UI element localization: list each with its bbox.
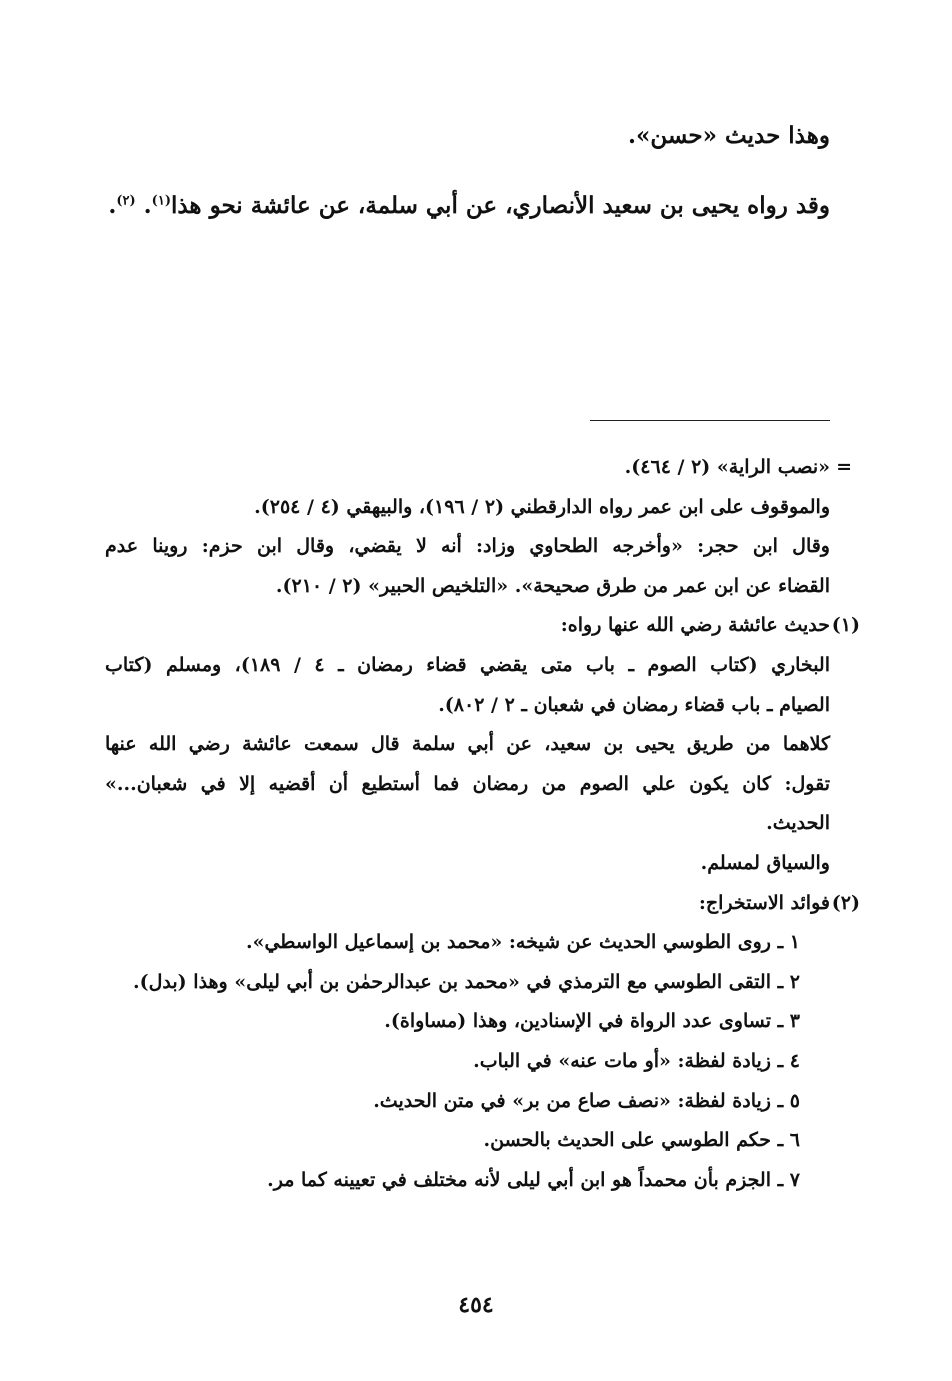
page-number: ٤٥٤ (458, 1292, 494, 1318)
footnote-1-head (105, 606, 860, 646)
footnote-1-line: تقول: كان يكون علي الصوم من رمضان فما أستطيع أن أقضيه إلا في شعبان...» (105, 772, 830, 795)
footnote-1-marker: (١) (831, 614, 860, 637)
footnote-continuation-line: والموقوف على ابن عمر رواه الدارقطني (٢ / ١٩٦)، والبيهقي (٤ / ٢٥٤). (254, 495, 830, 518)
footnote-2-head-text: فوائد الاستخراج: (698, 891, 830, 914)
footnote-2-list-item: ١ ـ روى الطوسي الحديث عن شيخه: «محمد بن إسماعيل الواسطي». (245, 931, 800, 954)
footnote-2-marker: (٢) (831, 891, 860, 914)
footnote-2-list-item: ٤ ـ زيادة لفظة: «أو مات عنه» في الباب. (473, 1049, 800, 1072)
footnote-2-list-item: ٥ ـ زيادة لفظة: «نصف صاع من بر» في متن الحديث. (373, 1089, 800, 1112)
main-text-paragraph-2 (105, 184, 830, 228)
footnote-continuation-line: القضاء عن ابن عمر من طرق صحيحة». «التلخيص الحبير» (٢ / ٢١٠). (275, 574, 830, 597)
footnote-2-head (105, 884, 860, 924)
footnote-1-line: والسياق لمسلم. (700, 851, 830, 874)
footnote-1-line: الحديث. (766, 812, 830, 835)
footnote-1-line: الصيام ـ باب قضاء رمضان في شعبان ـ ٢ / ٨٠٢). (438, 693, 830, 716)
footnote-2-list-item: ٣ ـ تساوى عدد الرواة في الإسنادين، وهذا (مساواة). (384, 1010, 800, 1033)
footnote-continuation-line: وقال ابن حجر: «وأخرجه الطحاوي وزاد: أنه لا يقضي، وقال ابن حزم: روينا عدم (105, 535, 830, 558)
footnote-2-list-item: ٧ ـ الجزم بأن محمداً هو ابن أبي ليلى لأنه مختلف في تعيينه كما مر. (267, 1168, 800, 1191)
paragraph-2-mid: . (135, 192, 152, 219)
footnote-ref-1: (١) (151, 193, 171, 209)
footnote-ref-2: (٢) (116, 193, 136, 209)
footnote-2-list-item: ٢ ـ التقى الطوسي مع الترمذي في «محمد بن عبدالرحمٰن بن أبي ليلى» وهذا (بدل). (133, 970, 800, 993)
footnote-separator-rule (590, 420, 830, 421)
footnote-1-line: البخاري (كتاب الصوم ـ باب متى يقضي قضاء رمضان ـ ٤ / ١٨٩)، ومسلم (كتاب (105, 653, 830, 676)
footnote-continuation-line (105, 448, 852, 488)
footnote-2-list-item: ٦ ـ حكم الطوسي على الحديث بالحسن. (483, 1129, 800, 1152)
continuation-mark: = (836, 456, 852, 478)
footnote-1-head-text: حديث عائشة رضي الله عنها رواه: (560, 614, 830, 637)
footnote-1-line: كلاهما من طريق يحيى بن سعيد، عن أبي سلمة قال سمعت عائشة رضي الله عنها (105, 733, 830, 756)
continuation-text: «نصب الراية» (٢ / ٤٦٤). (624, 456, 830, 478)
paragraph-2-text: وقد رواه يحيى بن سعيد الأنصاري، عن أبي سلمة، عن عائشة نحو هذا (170, 192, 830, 219)
main-text-line-1: وهذا حديث «حسن». (628, 122, 830, 149)
footnotes-section (105, 448, 860, 1200)
paragraph-2-end: . (108, 192, 117, 219)
